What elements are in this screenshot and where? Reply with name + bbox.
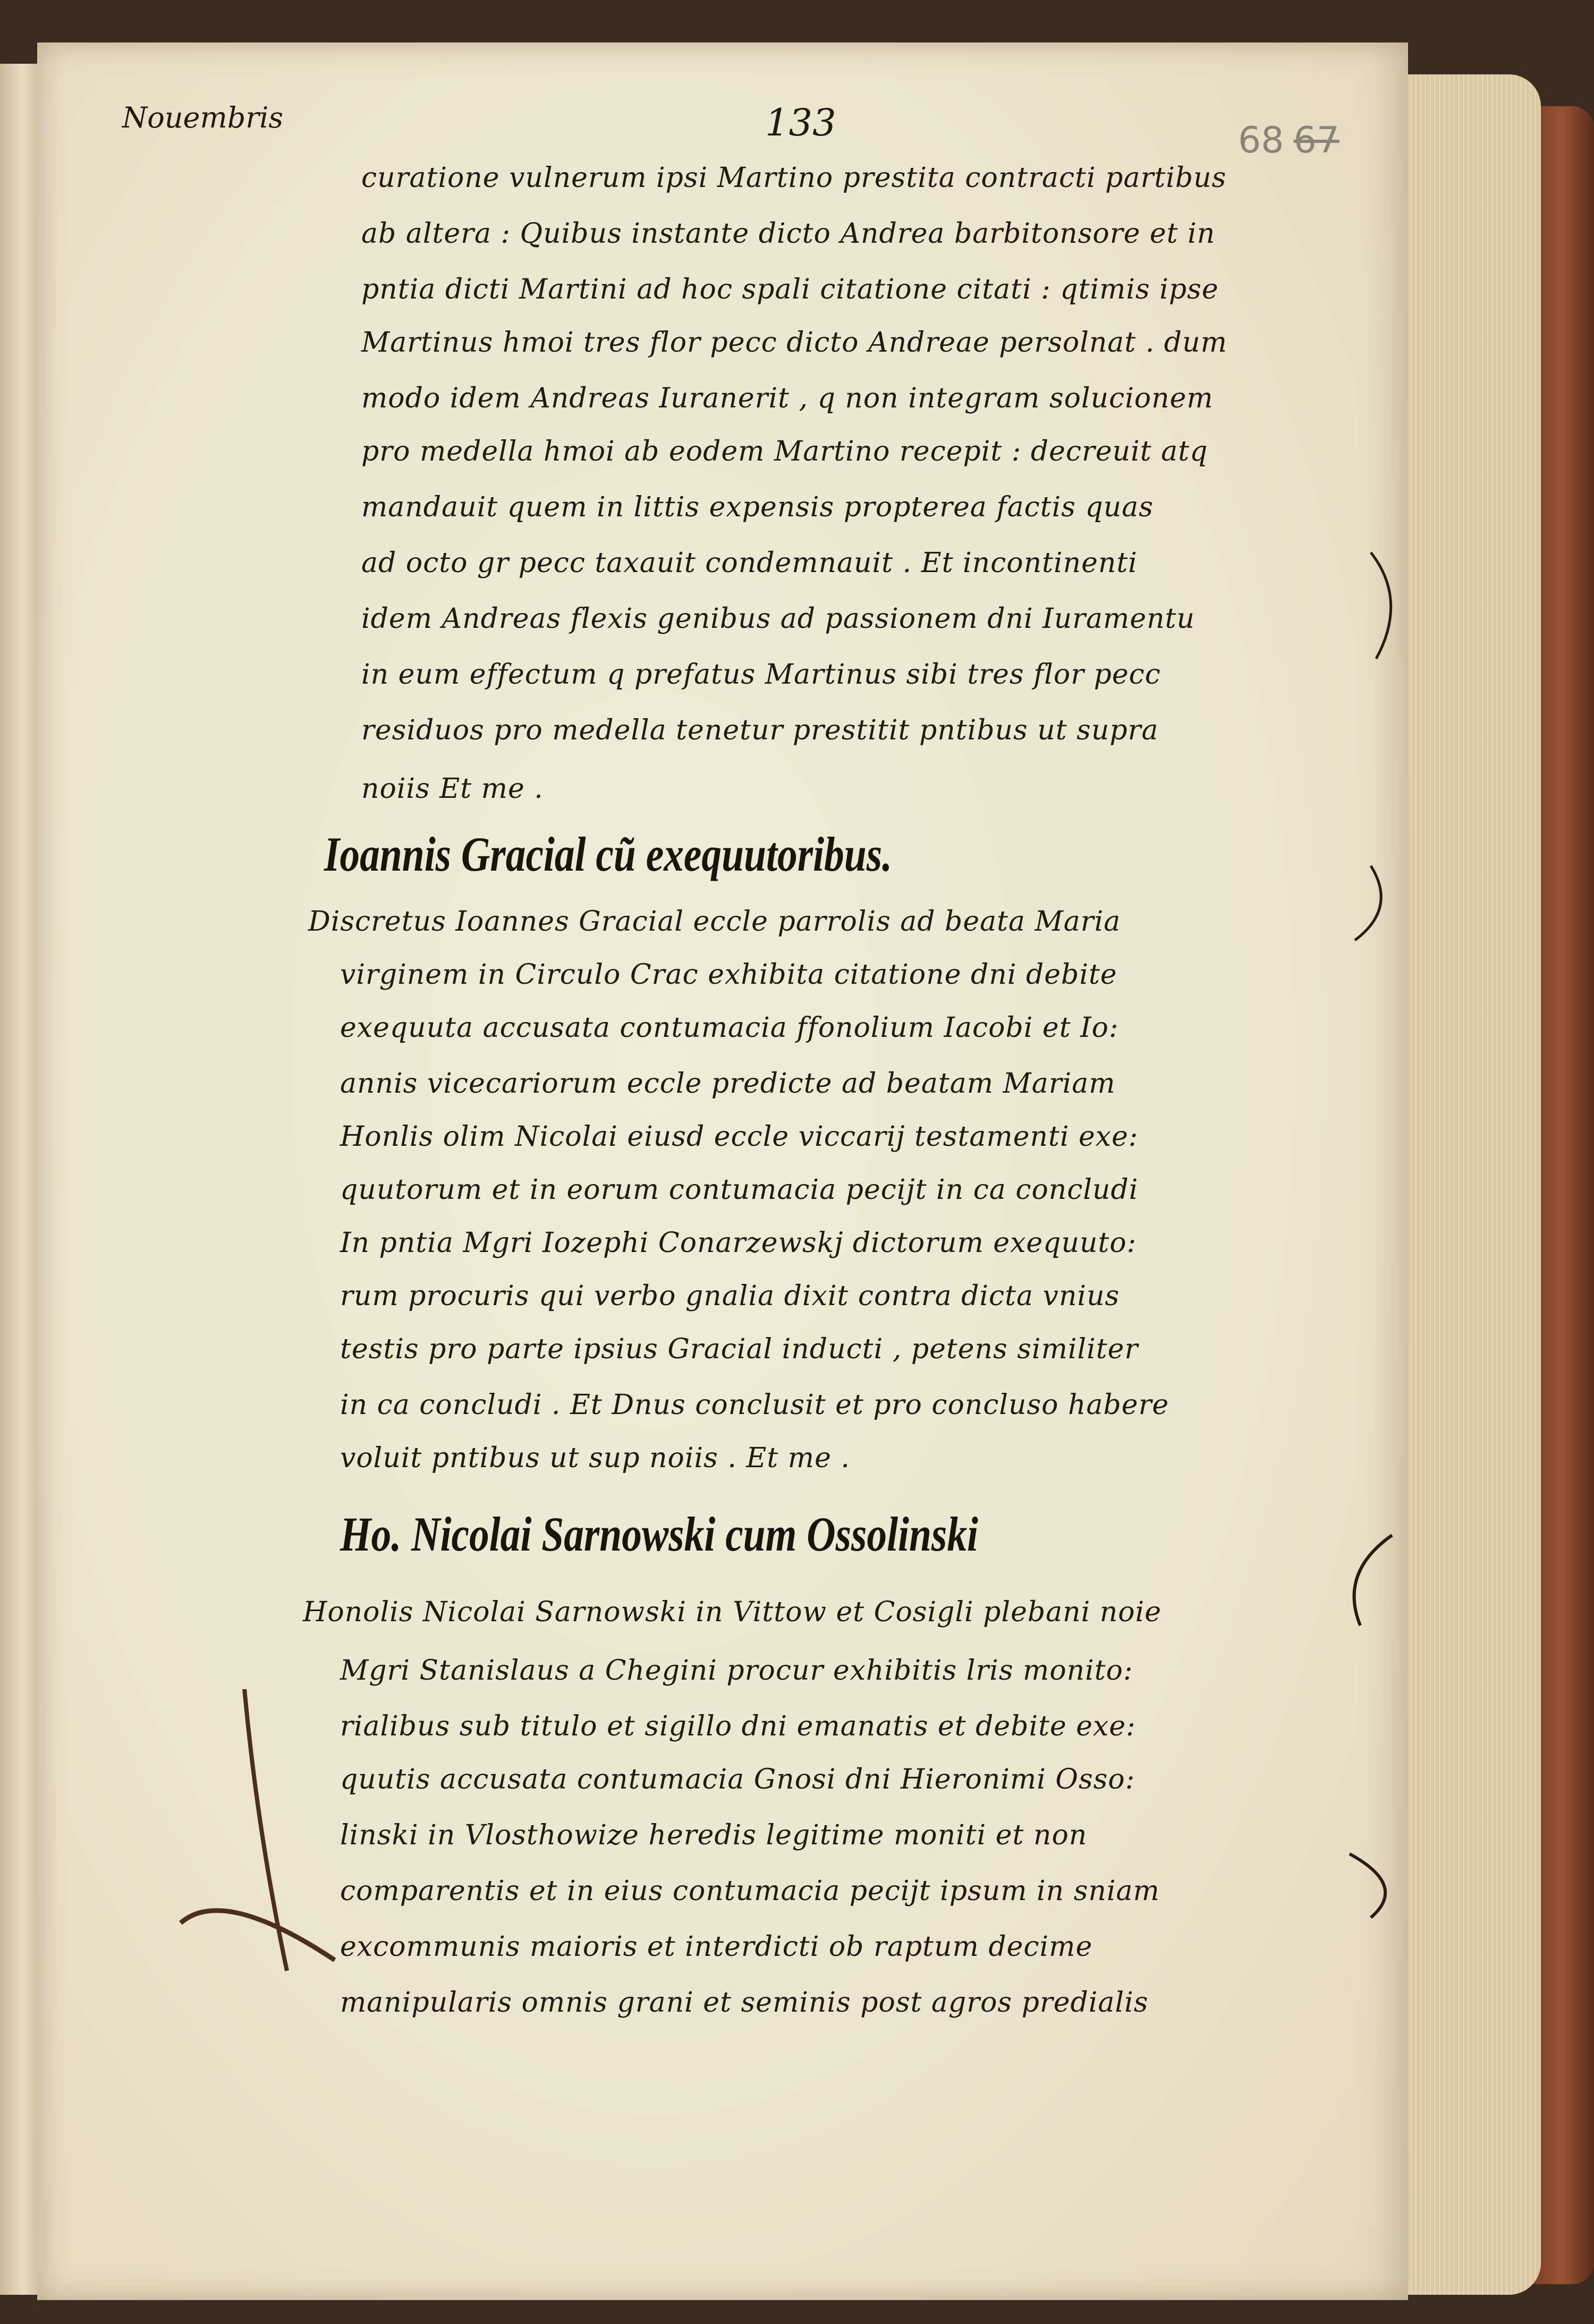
- entry-heading: Ho. Nicolai Sarnowski cum Ossolinski: [340, 1507, 979, 1561]
- text-line: Honolis Nicolai Sarnowski in Vittow et Cosigli plebani noie: [303, 1596, 1162, 1628]
- text-line: linski in Vlosthowize heredis legitime moniti et non: [340, 1819, 1088, 1851]
- text-line: idem Andreas flexis genibus ad passionem dni Iuramentu: [361, 603, 1196, 635]
- text-line: virginem in Circulo Crac exhibita citatione dni debite: [340, 959, 1117, 991]
- text-line: mandauit quem in littis expensis propterea factis quas: [361, 491, 1154, 523]
- page-edges: [1408, 74, 1541, 2295]
- text-line: quutis accusata contumacia Gnosi dni Hieronimi Osso:: [340, 1764, 1135, 1795]
- previous-page-edge: [0, 64, 38, 2295]
- text-line: In pntia Mgri Iozephi Conarzewskj dictorum exequuto:: [340, 1227, 1137, 1259]
- pencil-old-number: 67: [1293, 120, 1340, 161]
- text-line: annis vicecariorum eccle predicte ad beatam Mariam: [340, 1068, 1116, 1100]
- text-line: in ca concludi . Et Dnus conclusit et pro concluso habere: [340, 1389, 1169, 1421]
- folio-number: 133: [765, 101, 836, 144]
- month-heading: Nouembris: [122, 101, 284, 134]
- text-line: Honlis olim Nicolai eiusd eccle viccarij testamenti exe:: [340, 1121, 1139, 1153]
- pencil-new-number: 68: [1238, 120, 1284, 161]
- text-line: exequuta accusata contumacia ffonolium Iacobi et Io:: [340, 1012, 1119, 1044]
- text-line: Martinus hmoi tres flor pecc dicto Andreae persolnat . dum: [361, 327, 1227, 359]
- text-line: comparentis et in eius contumacia pecijt ipsum in sniam: [340, 1875, 1160, 1907]
- text-line: in eum effectum q prefatus Martinus sibi tres flor pecc: [361, 659, 1161, 691]
- text-line: noiis Et me .: [361, 773, 544, 805]
- text-line: ad octo gr pecc taxauit condemnauit . Et incontinenti: [361, 547, 1138, 579]
- text-line: residuos pro medella tenetur prestitit pntibus ut supra: [361, 714, 1159, 746]
- text-line: pro medella hmoi ab eodem Martino recepit : decreuit atq: [361, 436, 1208, 467]
- text-line: pntia dicti Martini ad hoc spali citatione citati : qtimis ipse: [361, 274, 1219, 305]
- text-line: ab altera : Quibus instante dicto Andrea barbitonsore et in: [361, 218, 1216, 250]
- text-line: testis pro parte ipsius Gracial inducti , petens similiter: [340, 1333, 1139, 1365]
- text-line: modo idem Andreas Iuranerit , q non integram solucionem: [361, 382, 1214, 414]
- text-line: excommunis maioris et interdicti ob raptum decime: [340, 1931, 1093, 1963]
- text-line: rum procuris qui verbo gnalia dixit contra dicta vnius: [340, 1280, 1120, 1312]
- text-line: rialibus sub titulo et sigillo dni emanatis et debite exe:: [340, 1710, 1136, 1742]
- entry-heading: Ioannis Gracial cũ exequutoribus.: [324, 827, 892, 881]
- pencil-foliation: [1238, 120, 1339, 161]
- text-line: manipularis omnis grani et seminis post agros predialis: [340, 1987, 1149, 2019]
- text-line: quutorum et in eorum contumacia pecijt in ca concludi: [340, 1174, 1139, 1206]
- text-line: Discretus Ioannes Gracial eccle parrolis ad beata Maria: [308, 906, 1121, 938]
- text-line: voluit pntibus ut sup noiis . Et me .: [340, 1442, 850, 1474]
- text-line: curatione vulnerum ipsi Martino prestita contracti partibus: [361, 162, 1227, 194]
- text-line: Mgri Stanislaus a Chegini procur exhibitis lris monito:: [340, 1655, 1133, 1687]
